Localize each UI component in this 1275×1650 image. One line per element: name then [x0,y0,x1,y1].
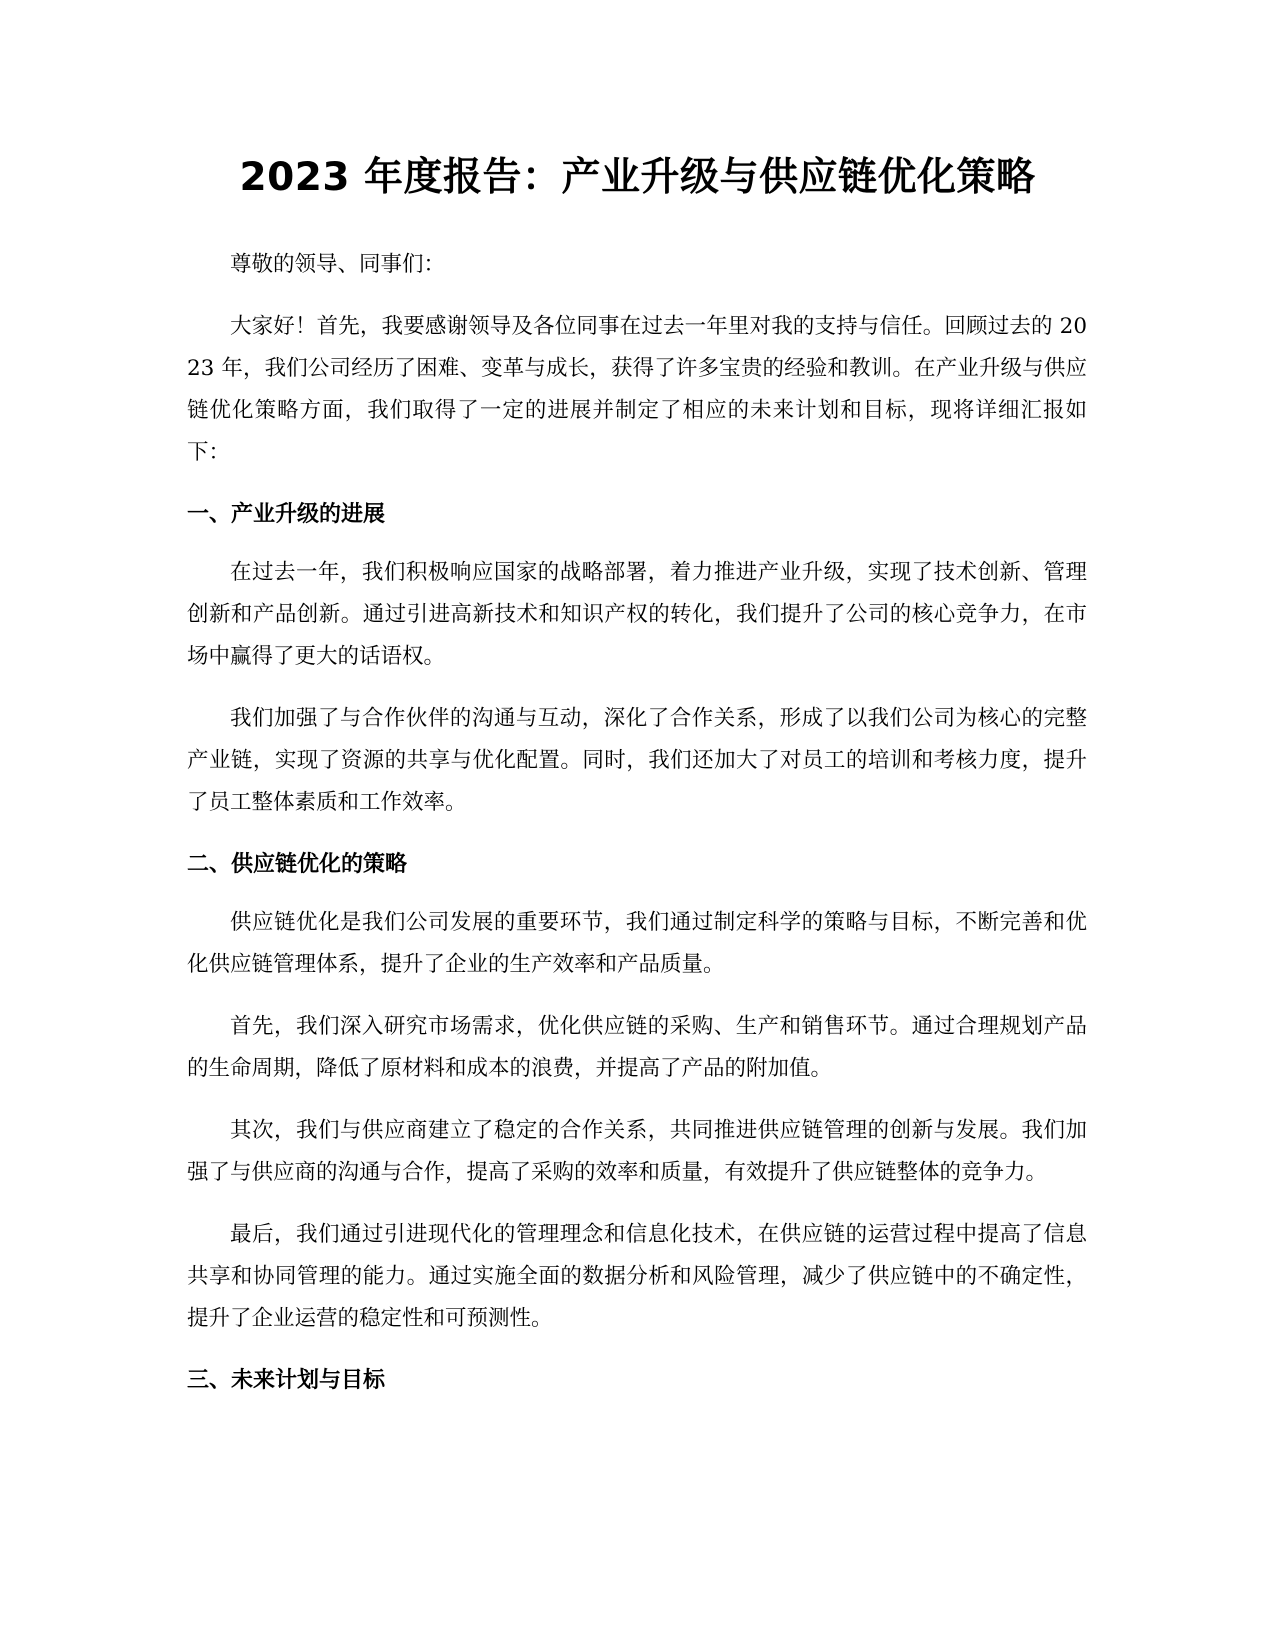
paragraph: 其次，我们与供应商建立了稳定的合作关系，共同推进供应链管理的创新与发展。我们加强了与供应商的沟通与合作，提高了采购的效率和质量，有效提升了供应链整体的竞争力。 [187,1118,1087,1185]
paragraph: 供应链优化是我们公司发展的重要环节，我们通过制定科学的策略与目标，不断完善和优化供应链管理体系，提升了企业的生产效率和产品质量。 [187,910,1087,977]
document-body [187,244,1087,1418]
paragraph: 在过去一年，我们积极响应国家的战略部署，着力推进产业升级，实现了技术创新、管理创新和产品创新。通过引进高新技术和知识产权的转化，我们提升了公司的核心竞争力，在市场中赢得了更大的话语权。 [187,560,1087,669]
paragraph: 我们加强了与合作伙伴的沟通与互动，深化了合作关系，形成了以我们公司为核心的完整产业链，实现了资源的共享与优化配置。同时，我们还加大了对员工的培训和考核力度，提升了员工整体素质和工作效率。 [187,706,1087,815]
section-heading-future-plans: 三、未来计划与目标 [187,1368,386,1393]
section-heading-industry-upgrade: 一、产业升级的进展 [187,502,386,527]
paragraph: 最后，我们通过引进现代化的管理理念和信息化技术，在供应链的运营过程中提高了信息共享和协同管理的能力。通过实施全面的数据分析和风险管理，减少了供应链中的不确定性，提升了企业运营的稳定性和可预测性。 [187,1222,1087,1331]
intro-paragraph: 大家好！首先，我要感谢领导及各位同事在过去一年里对我的支持与信任。回顾过去的 2023 年，我们公司经历了困难、变革与成长，获得了许多宝贵的经验和教训。在产业升级与供应链优化策略方面，我们取得了一定的进展并制定了相应的未来计划和目标，现将详细汇报如下： [187,314,1087,465]
paragraph: 首先，我们深入研究市场需求，优化供应链的采购、生产和销售环节。通过合理规划产品的生命周期，降低了原材料和成本的浪费，并提高了产品的附加值。 [187,1014,1087,1081]
document-title: 2023 年度报告：产业升级与供应链优化策略 [239,155,1036,200]
section-heading-supply-chain: 二、供应链优化的策略 [187,852,408,877]
salutation: 尊敬的领导、同事们： [230,252,446,277]
